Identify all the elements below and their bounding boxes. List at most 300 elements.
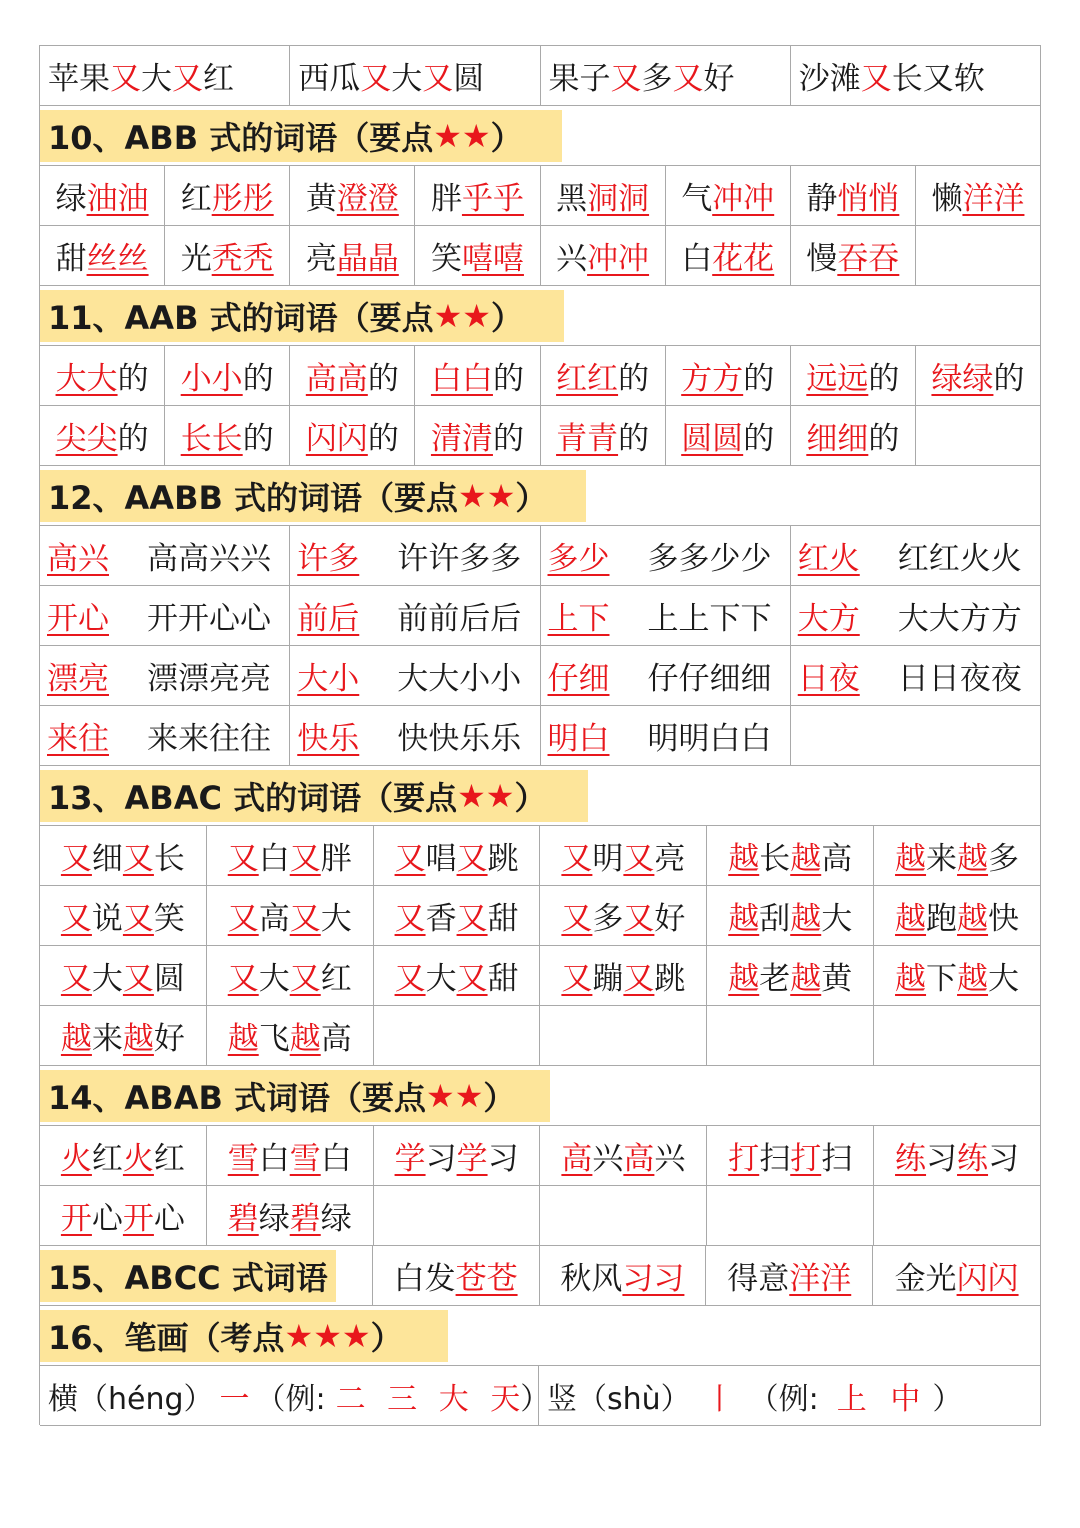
word-char: 明 bbox=[592, 841, 624, 877]
word-expanded: 漂漂亮亮 bbox=[147, 661, 271, 697]
aab-cell bbox=[791, 345, 916, 405]
word-char: 又 bbox=[456, 841, 488, 877]
word-suffix: 丝丝 bbox=[86, 241, 149, 277]
word-base: 来往 bbox=[47, 721, 109, 757]
word-particle: 的 bbox=[492, 361, 524, 397]
word-expanded: 开开心心 bbox=[147, 601, 271, 637]
aab-cell bbox=[290, 405, 415, 465]
word-char: 打 bbox=[790, 1141, 822, 1177]
word-char: 跑 bbox=[926, 901, 958, 937]
word-base: 气 bbox=[681, 181, 713, 217]
word-char: 越 bbox=[790, 961, 822, 997]
word-particle: 的 bbox=[242, 361, 274, 397]
word-suffix: 花花 bbox=[712, 241, 775, 277]
word-char: 胖 bbox=[320, 841, 352, 877]
empty-cell bbox=[707, 1005, 874, 1065]
word-particle: 的 bbox=[117, 361, 149, 397]
word-base: 红 bbox=[180, 181, 212, 217]
word-char: 越 bbox=[227, 1021, 259, 1057]
abac-cell bbox=[874, 945, 1041, 1005]
word-char: 白 bbox=[258, 841, 290, 877]
aabb-row bbox=[39, 705, 1041, 765]
word-char: 兴 bbox=[592, 1141, 624, 1177]
section-15-title-cell bbox=[40, 1245, 373, 1305]
word-particle: 的 bbox=[367, 421, 399, 457]
word-suffix: 冲冲 bbox=[587, 241, 650, 277]
aabb-row bbox=[39, 525, 1041, 585]
word-double: 高高 bbox=[305, 361, 368, 397]
word-char: 大 bbox=[91, 961, 123, 997]
word-char: 好 bbox=[153, 1021, 185, 1057]
abac-cell bbox=[707, 885, 874, 945]
abac-cell bbox=[374, 945, 541, 1005]
word-char: 笑 bbox=[153, 901, 185, 937]
aabb-cell bbox=[290, 525, 540, 585]
phrase-cell: 果子 又 多 又 好 bbox=[541, 45, 791, 105]
aab-cell bbox=[541, 345, 666, 405]
aabb-cell bbox=[791, 585, 1041, 645]
word-double: 远远 bbox=[806, 361, 869, 397]
abb-cell bbox=[165, 225, 290, 285]
word-double: 尖尖 bbox=[55, 421, 118, 457]
aabb-cell bbox=[40, 705, 290, 765]
section-title: 14、ABAB 式词语（要点 ★★ ） bbox=[40, 1070, 550, 1122]
word-char: 细 bbox=[91, 841, 123, 877]
word-char: 刮 bbox=[759, 901, 791, 937]
word-char: 好 bbox=[654, 901, 686, 937]
word-char: 火 bbox=[60, 1141, 92, 1177]
aab-row bbox=[39, 405, 1041, 465]
word-char: 又 bbox=[289, 841, 321, 877]
word-char: 跳 bbox=[654, 961, 686, 997]
word-char: 又 bbox=[122, 901, 154, 937]
word-particle: 的 bbox=[743, 421, 775, 457]
word-base: 开心 bbox=[47, 601, 109, 637]
word-particle: 的 bbox=[618, 361, 650, 397]
abab-cell bbox=[207, 1185, 374, 1245]
word-base: 白 bbox=[681, 241, 713, 277]
word-suffix: 嘻嘻 bbox=[461, 241, 524, 277]
word-char: 越 bbox=[957, 901, 989, 937]
word-char: 又 bbox=[561, 961, 593, 997]
section-10-header bbox=[39, 105, 1041, 165]
word-base: 仔细 bbox=[547, 661, 610, 697]
word-base: 懒 bbox=[931, 181, 963, 217]
aab-cell bbox=[666, 405, 791, 465]
word-char: 越 bbox=[289, 1021, 321, 1057]
abac-row bbox=[39, 1005, 1041, 1065]
word-suffix: 吞吞 bbox=[837, 241, 900, 277]
word-expanded: 许许多多 bbox=[397, 541, 522, 577]
word-char: 多 bbox=[988, 841, 1020, 877]
word-char: 高 bbox=[561, 1141, 593, 1177]
word-suffix: 彤彤 bbox=[211, 181, 274, 217]
word-char: 高 bbox=[821, 841, 853, 877]
word-char: 越 bbox=[957, 961, 989, 997]
section-16-header bbox=[39, 1305, 1041, 1365]
word-char: 开 bbox=[60, 1201, 92, 1237]
word-suffix: 洞洞 bbox=[587, 181, 650, 217]
word-expanded: 前前后后 bbox=[397, 601, 522, 637]
section-11-header bbox=[39, 285, 1041, 345]
aab-cell bbox=[165, 345, 290, 405]
word-char: 又 bbox=[227, 901, 259, 937]
empty-cell bbox=[916, 405, 1041, 465]
abac-cell bbox=[540, 945, 707, 1005]
section-13-header bbox=[39, 765, 1041, 825]
word-char: 又 bbox=[561, 901, 593, 937]
phrase-cell: 苹果 又 大 又 红 bbox=[40, 45, 290, 105]
word-char: 长 bbox=[759, 841, 791, 877]
abab-cell bbox=[374, 1125, 541, 1185]
word-expanded: 快快乐乐 bbox=[397, 721, 522, 757]
word-char: 又 bbox=[623, 961, 655, 997]
word-char: 又 bbox=[227, 961, 259, 997]
word-particle: 的 bbox=[242, 421, 274, 457]
abb-row bbox=[39, 165, 1041, 225]
word-double: 绿绿 bbox=[931, 361, 994, 397]
star-icon: ★★ bbox=[457, 776, 515, 815]
stroke-row bbox=[39, 1365, 1041, 1425]
word-particle: 的 bbox=[618, 421, 650, 457]
abb-cell bbox=[290, 225, 415, 285]
word-particle: 的 bbox=[743, 361, 775, 397]
aabb-cell bbox=[40, 525, 290, 585]
word-char: 越 bbox=[790, 901, 822, 937]
abb-cell bbox=[666, 165, 791, 225]
word-particle: 的 bbox=[868, 361, 900, 397]
word-base: 前后 bbox=[297, 601, 360, 637]
word-expanded: 大大小小 bbox=[397, 661, 522, 697]
word-base: 红火 bbox=[797, 541, 860, 577]
aab-cell bbox=[415, 405, 540, 465]
empty-cell bbox=[707, 1185, 874, 1245]
stroke-glyph: 丨 bbox=[704, 1381, 735, 1417]
word-base: 光 bbox=[180, 241, 212, 277]
word-char: 心 bbox=[91, 1201, 123, 1237]
abb-cell bbox=[290, 165, 415, 225]
word-suffix: 澄澄 bbox=[336, 181, 399, 217]
word-char: 越 bbox=[895, 841, 927, 877]
abac-cell bbox=[707, 825, 874, 885]
word-char: 大 bbox=[320, 901, 352, 937]
word-double: 细细 bbox=[806, 421, 869, 457]
abac-cell bbox=[374, 885, 541, 945]
word-particle: 的 bbox=[367, 361, 399, 397]
word-char: 老 bbox=[759, 961, 791, 997]
word-char: 开 bbox=[122, 1201, 154, 1237]
section-title: 11、AAB 式的词语（要点 ★★ ） bbox=[40, 290, 564, 342]
word-char: 高 bbox=[623, 1141, 655, 1177]
word-expanded: 日日夜夜 bbox=[897, 661, 1022, 697]
word-char: 大 bbox=[425, 961, 457, 997]
abb-cell bbox=[666, 225, 791, 285]
word-double: 青青 bbox=[556, 421, 619, 457]
word-char: 说 bbox=[91, 901, 123, 937]
word-char: 越 bbox=[790, 841, 822, 877]
top-row bbox=[39, 45, 1041, 105]
word-char: 越 bbox=[60, 1021, 92, 1057]
word-expanded: 大大方方 bbox=[897, 601, 1022, 637]
abb-cell bbox=[40, 225, 165, 285]
word-base: 上下 bbox=[547, 601, 610, 637]
word-double: 大大 bbox=[55, 361, 118, 397]
word-char: 又 bbox=[623, 841, 655, 877]
abb-cell bbox=[165, 165, 290, 225]
aabb-cell bbox=[40, 585, 290, 645]
aabb-cell bbox=[541, 525, 791, 585]
word-char: 越 bbox=[728, 961, 760, 997]
word-expanded: 来来往往 bbox=[147, 721, 271, 757]
word-base: 高兴 bbox=[47, 541, 109, 577]
word-char: 又 bbox=[60, 901, 92, 937]
word-char: 跳 bbox=[487, 841, 519, 877]
word-char: 黄 bbox=[821, 961, 853, 997]
word-particle: 的 bbox=[117, 421, 149, 457]
section-12-header bbox=[39, 465, 1041, 525]
word-suffix: 悄悄 bbox=[837, 181, 900, 217]
section-title: 15、ABCC 式词语 bbox=[40, 1250, 336, 1302]
star-icon: ★★★ bbox=[284, 1316, 371, 1355]
word-char: 习 bbox=[926, 1141, 958, 1177]
word-double: 方方 bbox=[681, 361, 744, 397]
aabb-cell bbox=[791, 525, 1041, 585]
word-char: 白 bbox=[320, 1141, 352, 1177]
word-base: 明白 bbox=[547, 721, 610, 757]
word-char: 又 bbox=[394, 841, 426, 877]
word-char: 红 bbox=[91, 1141, 123, 1177]
empty-cell bbox=[791, 705, 1041, 765]
word-char: 快 bbox=[988, 901, 1020, 937]
word-char: 打 bbox=[728, 1141, 760, 1177]
aabb-cell bbox=[791, 645, 1041, 705]
word-char: 高 bbox=[258, 901, 290, 937]
word-char: 红 bbox=[153, 1141, 185, 1177]
abab-cell bbox=[207, 1125, 374, 1185]
word-char: 学 bbox=[456, 1141, 488, 1177]
word-char: 来 bbox=[926, 841, 958, 877]
word-char: 大 bbox=[258, 961, 290, 997]
word-char: 兴 bbox=[654, 1141, 686, 1177]
word-base: 笑 bbox=[430, 241, 462, 277]
aab-cell bbox=[290, 345, 415, 405]
word-char: 扫 bbox=[759, 1141, 791, 1177]
vocabulary-sheet bbox=[39, 45, 1041, 1425]
aab-row bbox=[39, 345, 1041, 405]
word-double: 长长 bbox=[180, 421, 243, 457]
abac-row bbox=[39, 885, 1041, 945]
word-double: 白白 bbox=[430, 361, 493, 397]
aab-cell bbox=[165, 405, 290, 465]
star-icon: ★★ bbox=[433, 296, 491, 335]
aabb-cell bbox=[40, 645, 290, 705]
word-char: 习 bbox=[487, 1141, 519, 1177]
abcc-cell: 金光 闪闪 bbox=[873, 1245, 1041, 1305]
word-suffix: 油油 bbox=[86, 181, 149, 217]
abac-cell bbox=[40, 945, 207, 1005]
word-char: 又 bbox=[623, 901, 655, 937]
word-particle: 的 bbox=[492, 421, 524, 457]
aabb-row bbox=[39, 645, 1041, 705]
word-suffix: 乎乎 bbox=[461, 181, 524, 217]
abac-cell bbox=[207, 1005, 374, 1065]
empty-cell bbox=[540, 1005, 707, 1065]
word-base: 日夜 bbox=[797, 661, 860, 697]
abab-cell bbox=[707, 1125, 874, 1185]
word-char: 圆 bbox=[153, 961, 185, 997]
empty-cell bbox=[540, 1185, 707, 1245]
word-particle: 的 bbox=[993, 361, 1025, 397]
word-char: 又 bbox=[122, 841, 154, 877]
word-double: 闪闪 bbox=[305, 421, 368, 457]
word-char: 红 bbox=[320, 961, 352, 997]
word-char: 习 bbox=[425, 1141, 457, 1177]
word-double: 小小 bbox=[180, 361, 243, 397]
word-particle: 的 bbox=[868, 421, 900, 457]
word-expanded: 上上下下 bbox=[647, 601, 772, 637]
abac-cell bbox=[374, 825, 541, 885]
word-char: 唱 bbox=[425, 841, 457, 877]
word-base: 黄 bbox=[305, 181, 337, 217]
word-char: 白 bbox=[258, 1141, 290, 1177]
abb-cell bbox=[40, 165, 165, 225]
word-char: 学 bbox=[394, 1141, 426, 1177]
word-suffix: 洋洋 bbox=[962, 181, 1025, 217]
abac-cell bbox=[207, 885, 374, 945]
abab-cell bbox=[40, 1185, 207, 1245]
abac-cell bbox=[707, 945, 874, 1005]
aabb-cell bbox=[541, 585, 791, 645]
word-char: 甜 bbox=[487, 901, 519, 937]
word-double: 红红 bbox=[556, 361, 619, 397]
abac-cell bbox=[207, 945, 374, 1005]
word-base: 亮 bbox=[305, 241, 337, 277]
word-suffix: 晶晶 bbox=[336, 241, 399, 277]
abab-cell bbox=[540, 1125, 707, 1185]
aab-cell bbox=[666, 345, 791, 405]
aabb-cell bbox=[290, 645, 540, 705]
word-base: 漂亮 bbox=[47, 661, 109, 697]
abcc-cell: 秋风 习习 bbox=[540, 1245, 707, 1305]
abab-cell bbox=[874, 1125, 1041, 1185]
word-base: 静 bbox=[806, 181, 838, 217]
phrase-cell: 沙滩 又 长 又 软 bbox=[791, 45, 1041, 105]
star-icon: ★★ bbox=[458, 476, 516, 515]
word-char: 越 bbox=[957, 841, 989, 877]
word-char: 心 bbox=[153, 1201, 185, 1237]
word-char: 亮 bbox=[654, 841, 686, 877]
aab-cell bbox=[40, 345, 165, 405]
abac-cell bbox=[540, 825, 707, 885]
section-title: 13、ABAC 式的词语（要点 ★★ ） bbox=[40, 770, 588, 822]
abac-cell bbox=[540, 885, 707, 945]
abb-cell bbox=[415, 165, 540, 225]
stroke-glyph: 一 bbox=[219, 1381, 250, 1417]
word-base: 兴 bbox=[556, 241, 588, 277]
abac-cell bbox=[207, 825, 374, 885]
word-base: 许多 bbox=[297, 541, 360, 577]
word-char: 又 bbox=[60, 841, 92, 877]
abac-cell bbox=[40, 825, 207, 885]
abb-cell bbox=[541, 165, 666, 225]
word-char: 又 bbox=[561, 841, 593, 877]
word-char: 大 bbox=[821, 901, 853, 937]
aabb-cell bbox=[541, 705, 791, 765]
aabb-row bbox=[39, 585, 1041, 645]
abac-cell bbox=[40, 1005, 207, 1065]
word-expanded: 明明白白 bbox=[647, 721, 772, 757]
abab-row bbox=[39, 1125, 1041, 1185]
word-char: 又 bbox=[122, 961, 154, 997]
word-double: 圆圆 bbox=[681, 421, 744, 457]
word-char: 蹦 bbox=[592, 961, 624, 997]
word-base: 大小 bbox=[297, 661, 360, 697]
abb-cell bbox=[791, 165, 916, 225]
word-char: 碧 bbox=[227, 1201, 259, 1237]
word-char: 又 bbox=[289, 961, 321, 997]
word-expanded: 高高兴兴 bbox=[147, 541, 271, 577]
word-char: 又 bbox=[60, 961, 92, 997]
abb-cell bbox=[916, 165, 1041, 225]
section-15-row bbox=[39, 1245, 1041, 1305]
word-double: 清清 bbox=[430, 421, 493, 457]
aab-cell bbox=[791, 405, 916, 465]
word-char: 练 bbox=[957, 1141, 989, 1177]
word-suffix: 秃秃 bbox=[211, 241, 274, 277]
abac-row bbox=[39, 945, 1041, 1005]
word-char: 练 bbox=[895, 1141, 927, 1177]
empty-cell bbox=[874, 1185, 1041, 1245]
word-char: 又 bbox=[456, 901, 488, 937]
word-char: 飞 bbox=[258, 1021, 290, 1057]
word-base: 绿 bbox=[55, 181, 87, 217]
word-base: 慢 bbox=[806, 241, 838, 277]
empty-cell bbox=[374, 1185, 541, 1245]
abb-cell bbox=[415, 225, 540, 285]
aabb-cell bbox=[541, 645, 791, 705]
star-icon: ★★ bbox=[433, 116, 491, 155]
aab-cell bbox=[916, 345, 1041, 405]
empty-cell bbox=[916, 225, 1041, 285]
word-char: 雪 bbox=[289, 1141, 321, 1177]
aab-cell bbox=[415, 345, 540, 405]
word-char: 越 bbox=[895, 961, 927, 997]
word-char: 绿 bbox=[258, 1201, 290, 1237]
word-char: 高 bbox=[320, 1021, 352, 1057]
abac-cell bbox=[874, 885, 1041, 945]
section-14-header bbox=[39, 1065, 1041, 1125]
abb-cell bbox=[541, 225, 666, 285]
word-expanded: 仔仔细细 bbox=[647, 661, 772, 697]
section-title: 10、ABB 式的词语（要点 ★★ ） bbox=[40, 110, 562, 162]
word-base: 胖 bbox=[430, 181, 462, 217]
word-base: 快乐 bbox=[297, 721, 360, 757]
word-char: 火 bbox=[122, 1141, 154, 1177]
word-char: 扫 bbox=[821, 1141, 853, 1177]
word-char: 碧 bbox=[289, 1201, 321, 1237]
word-char: 又 bbox=[456, 961, 488, 997]
word-char: 长 bbox=[153, 841, 185, 877]
word-char: 多 bbox=[592, 901, 624, 937]
abcc-cell: 得意 洋洋 bbox=[706, 1245, 873, 1305]
empty-cell bbox=[374, 1005, 541, 1065]
abab-cell bbox=[40, 1125, 207, 1185]
word-char: 越 bbox=[122, 1021, 154, 1057]
word-char: 下 bbox=[926, 961, 958, 997]
word-base: 黑 bbox=[556, 181, 588, 217]
word-expanded: 多多少少 bbox=[647, 541, 772, 577]
abac-cell bbox=[874, 825, 1041, 885]
